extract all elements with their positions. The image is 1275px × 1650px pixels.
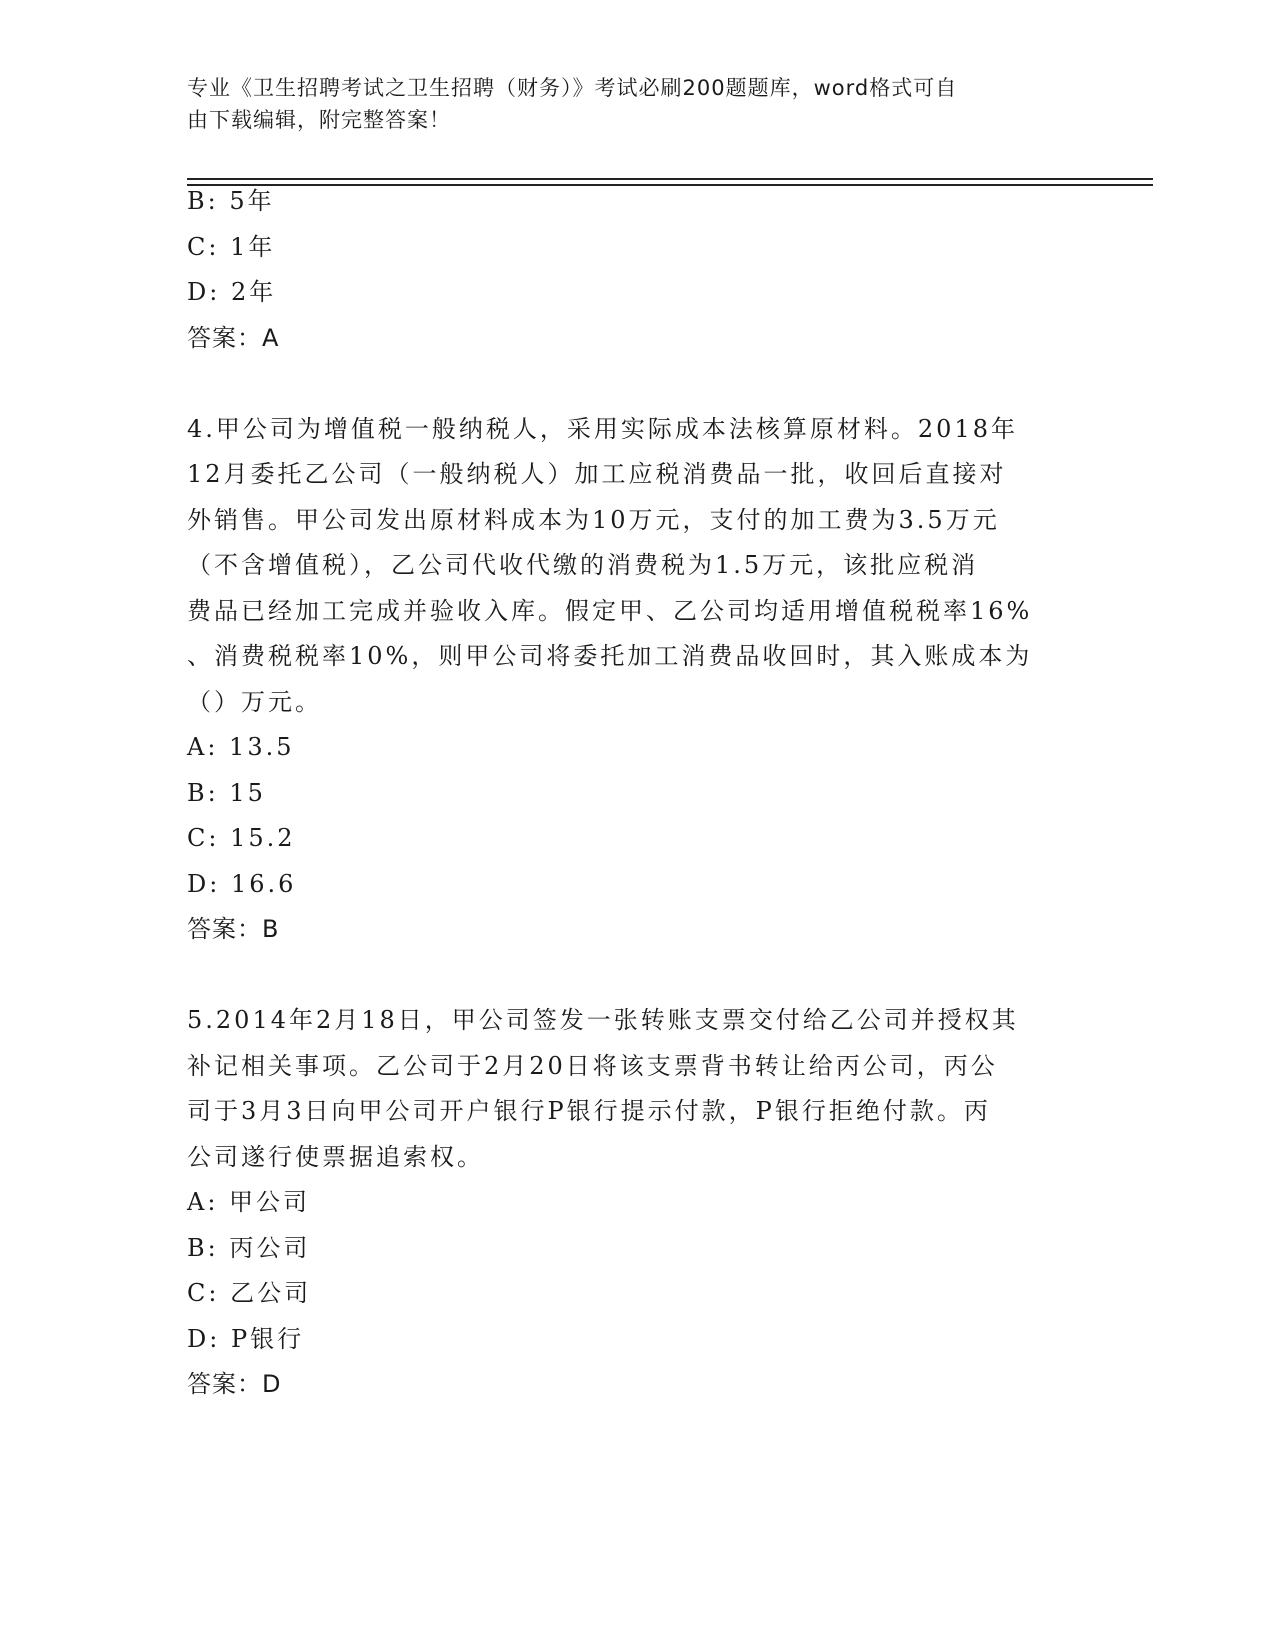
question-5 [187, 998, 1087, 1408]
answer: 答案：D [187, 1370, 282, 1398]
option-d: D: P银行 [187, 1324, 305, 1353]
option-b: B: 5年 [187, 187, 275, 215]
option-a: A: 13.5 [187, 733, 295, 761]
header-line-1: 专业《卫生招聘考试之卫生招聘（财务）》考试必刷200题题库，word格式可自 [187, 76, 958, 100]
question-4 [187, 407, 1087, 953]
question-text-line: 司于3月3日向甲公司开户银行P银行提示付款，P银行拒绝付款。丙 [187, 1097, 991, 1125]
question-text-line: 、消费税税率10%，则甲公司将委托加工消费品收回时，其入账成本为 [187, 642, 1033, 670]
document-header [187, 72, 1067, 136]
option-b: B: 丙公司 [187, 1233, 311, 1262]
header-line-2: 由下载编辑，附完整答案！ [187, 108, 451, 132]
answer: 答案：A [187, 323, 280, 352]
option-c: C: 15.2 [187, 824, 296, 852]
question-text-line: 公司遂行使票据追索权。 [187, 1142, 484, 1171]
option-b: B: 15 [187, 778, 266, 807]
question-text-line: 5.2014年2月18日，甲公司签发一张转账支票交付给乙公司并授权其 [187, 1006, 1019, 1034]
spacer [187, 953, 1087, 999]
question-text-line: 12月委托乙公司（一般纳税人）加工应税消费品一批，收回后直接对 [187, 460, 1007, 488]
question-3-tail [187, 179, 1087, 361]
spacer [187, 361, 1087, 407]
option-c: C: 乙公司 [187, 1279, 312, 1307]
question-text-line: 外销售。甲公司发出原材料成本为10万元，支付的加工费为3.5万元 [187, 505, 1000, 534]
option-d: D: 2年 [187, 278, 277, 306]
question-content [187, 179, 1087, 1408]
option-d: D: 16.6 [187, 869, 297, 898]
question-text-line: （不含增值税），乙公司代收代缴的消费税为1.5万元，该批应税消 [187, 551, 979, 579]
question-text-line: 费品已经加工完成并验收入库。假定甲、乙公司均适用增值税税率16% [187, 596, 1033, 625]
question-text-line: 4.甲公司为增值税一般纳税人，采用实际成本法核算原材料。2018年 [187, 414, 1018, 443]
option-a: A: 甲公司 [187, 1188, 311, 1216]
answer: 答案：B [187, 915, 280, 943]
option-c: C: 1年 [187, 232, 276, 261]
question-text-line: （）万元。 [187, 687, 322, 716]
question-text-line: 补记相关事项。乙公司于2月20日将该支票背书转让给丙公司，丙公 [187, 1051, 998, 1080]
